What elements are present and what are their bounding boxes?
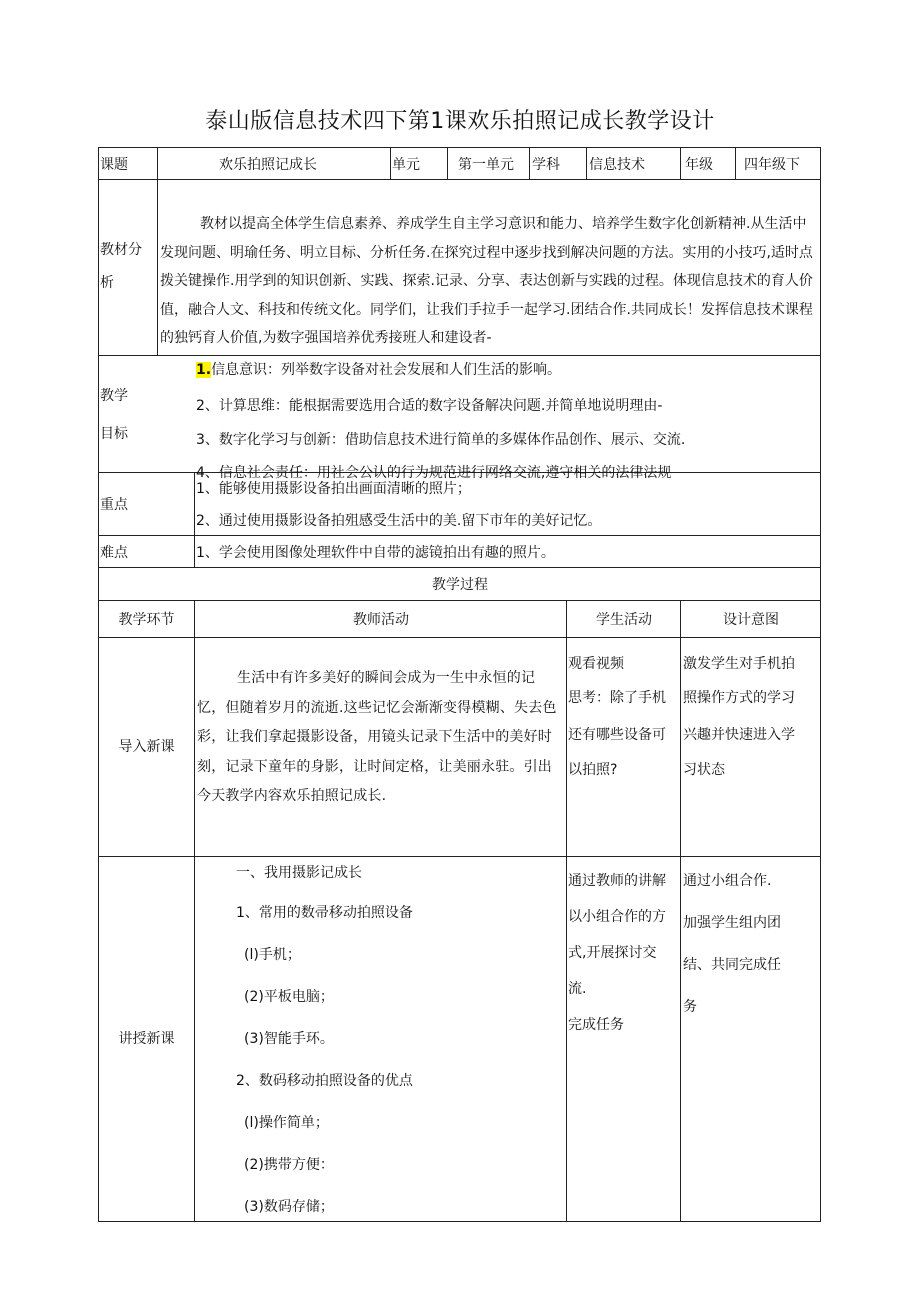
h-line	[98, 179, 821, 180]
h-line	[98, 1221, 821, 1222]
h-line	[98, 355, 821, 356]
h-line	[98, 600, 821, 601]
objective-item-3: 3、数字化学习与创新：借助信息技术进行简单的多媒体作品创作、展示、交流.	[196, 432, 686, 448]
lecture-intent-line: 加强学生组内团	[683, 915, 781, 931]
v-line	[566, 600, 567, 1222]
objective-item-4: 4、信息社会责任：用社会公认的行为规范进行网络交流,遵守相关的法律法规	[196, 465, 672, 481]
lecture-teacher-line: 2、数码移动拍照设备的优点	[236, 1073, 413, 1089]
lecture-intent-line: 结、共同完成任	[683, 957, 781, 973]
intro-stage: 导入新课	[118, 739, 175, 755]
objective-item-2: 2、计算思维：能根据需要选用合适的数字设备解决问题.并简单地说明理由-	[196, 398, 663, 414]
lecture-teacher-line: (3)智能手环。	[244, 1031, 334, 1047]
intro-intent-line: 兴趣并快速进入学	[683, 727, 795, 743]
unit-value: 第一单元	[458, 157, 514, 173]
objective-item-1-number: 1.	[196, 362, 212, 378]
lecture-teacher-line: 一、我用摄影记成长	[236, 865, 362, 881]
v-line	[586, 147, 587, 180]
process-heading: 教学过程	[432, 577, 488, 593]
h-line	[98, 535, 821, 536]
topic-value: 欢乐拍照记成长	[219, 157, 317, 173]
intro-intent-line: 激发学生对手机拍	[683, 656, 795, 672]
lecture-stage: 讲授新课	[118, 1031, 175, 1047]
intro-intent-line: 习状态	[683, 762, 725, 778]
v-line	[680, 147, 681, 180]
col-teacher-header: 教师活动	[353, 612, 409, 628]
difficulty-1: 1、学会使用图像处理软件中自带的滤镜拍出有趣的照片。	[196, 545, 555, 561]
v-line	[98, 147, 99, 1222]
intro-teacher-text: 生活中有许多美好的瞬间会成为一生中永恒的记忆，但随着岁月的流逝.这些记忆会渐渐变得模糊、失去色彩，让我们拿起摄影设备，用镜头记录下生活中的美好时刻，记录下童年的身影，让时间定格，让美丽永驻。引出今天教学内容欢乐拍照记成长.	[197, 670, 557, 804]
lecture-teacher-line: (l)操作简单；	[244, 1115, 329, 1131]
h-line	[98, 637, 821, 638]
lecture-student-line: 式,开展探讨交	[568, 945, 657, 961]
v-line	[447, 147, 448, 180]
subject-value: 信息技术	[589, 157, 645, 173]
h-line	[98, 856, 821, 857]
page-title: 泰山版信息技术四下第1课欢乐拍照记成长教学设计	[205, 109, 715, 134]
col-intent-header: 设计意图	[723, 612, 779, 628]
objective-item-4-clip	[196, 459, 796, 481]
key-point-2: 2、通过使用摄影设备拍殂感受生活中的美.留下市年的美好记忆。	[196, 513, 602, 529]
v-line	[529, 147, 530, 180]
subject-label: 学科	[532, 157, 560, 173]
grade-label: 年级	[685, 157, 713, 173]
col-stage-header: 教学环节	[118, 612, 175, 628]
intro-student-line: 观看视频	[568, 656, 624, 672]
v-line	[157, 147, 158, 180]
grade-value: 四年级下	[744, 157, 800, 173]
lecture-student-line: 以小组合作的方	[568, 909, 666, 925]
intro-intent-line: 照操作方式的学习	[683, 690, 795, 706]
col-student-header: 学生活动	[596, 612, 652, 628]
lecture-teacher-line: 1、常用的数帚移动拍照设备	[236, 905, 413, 921]
objectives-label-1: 教学	[100, 388, 128, 404]
v-line	[390, 147, 391, 180]
lecture-teacher-line: (2)平板电脑；	[244, 989, 334, 1005]
analysis-label-2: 析	[100, 275, 114, 291]
v-line	[680, 600, 681, 1222]
h-line	[98, 147, 821, 148]
v-line	[820, 147, 821, 1222]
intro-student-line: 还有哪些设备可	[568, 727, 666, 743]
intro-student-line: 思考：除了手机	[568, 690, 666, 706]
v-line	[157, 179, 158, 356]
v-line	[194, 472, 195, 568]
topic-label: 课题	[100, 157, 128, 173]
lecture-student-line: 通过教师的讲解	[568, 873, 666, 889]
intro-student-line: 以拍照?	[568, 762, 618, 778]
key-point-1: 1、能够使用摄影设备拍出画面清晰的照片；	[196, 481, 471, 497]
lecture-student-line: 流.	[568, 981, 587, 997]
lecture-intent-line: 务	[683, 999, 697, 1015]
objectives-label-2: 目标	[100, 426, 128, 442]
unit-label: 单元	[392, 157, 420, 173]
difficulty-label: 难点	[100, 545, 128, 561]
h-line	[98, 567, 821, 568]
v-line	[735, 147, 736, 180]
objective-item-1	[196, 361, 561, 379]
lecture-teacher-line: (2)携带方便：	[244, 1157, 334, 1173]
lecture-student-line: 完成任务	[568, 1017, 624, 1033]
analysis-label-1: 教材分	[100, 242, 142, 258]
lecture-teacher-line: (3)数码存储；	[244, 1199, 334, 1215]
v-line	[194, 600, 195, 1222]
objective-item-1-text: 信息意识：列举数字设备对社会发展和人们生活的影响。	[211, 362, 562, 378]
key-points-label: 重点	[100, 497, 128, 513]
analysis-text: 教材以提高全体学生信息素养、养成学生自主学习意识和能力、培养学生数字化创新精神.从生活中发现问题、明瑜任务、明立目标、分析任务.在探究过程中逐步找到解决问题的方法。实用的小技巧,适时点拨关键操作.用学到的知识创新、实践、探索.记录、分享、表达创新与实践的过程。体现信息技术的育人价值，融合人文、科技和传统文化。同学们，让我们手拉手一起学习.团结合作.共同成长！发挥信息技术课程的独钙育人价值,为数字强国培养优秀接班人和建设者-	[160, 216, 813, 346]
lecture-intent-line: 通过小组合作.	[683, 873, 772, 889]
lecture-teacher-line: (l)手机；	[244, 947, 301, 963]
